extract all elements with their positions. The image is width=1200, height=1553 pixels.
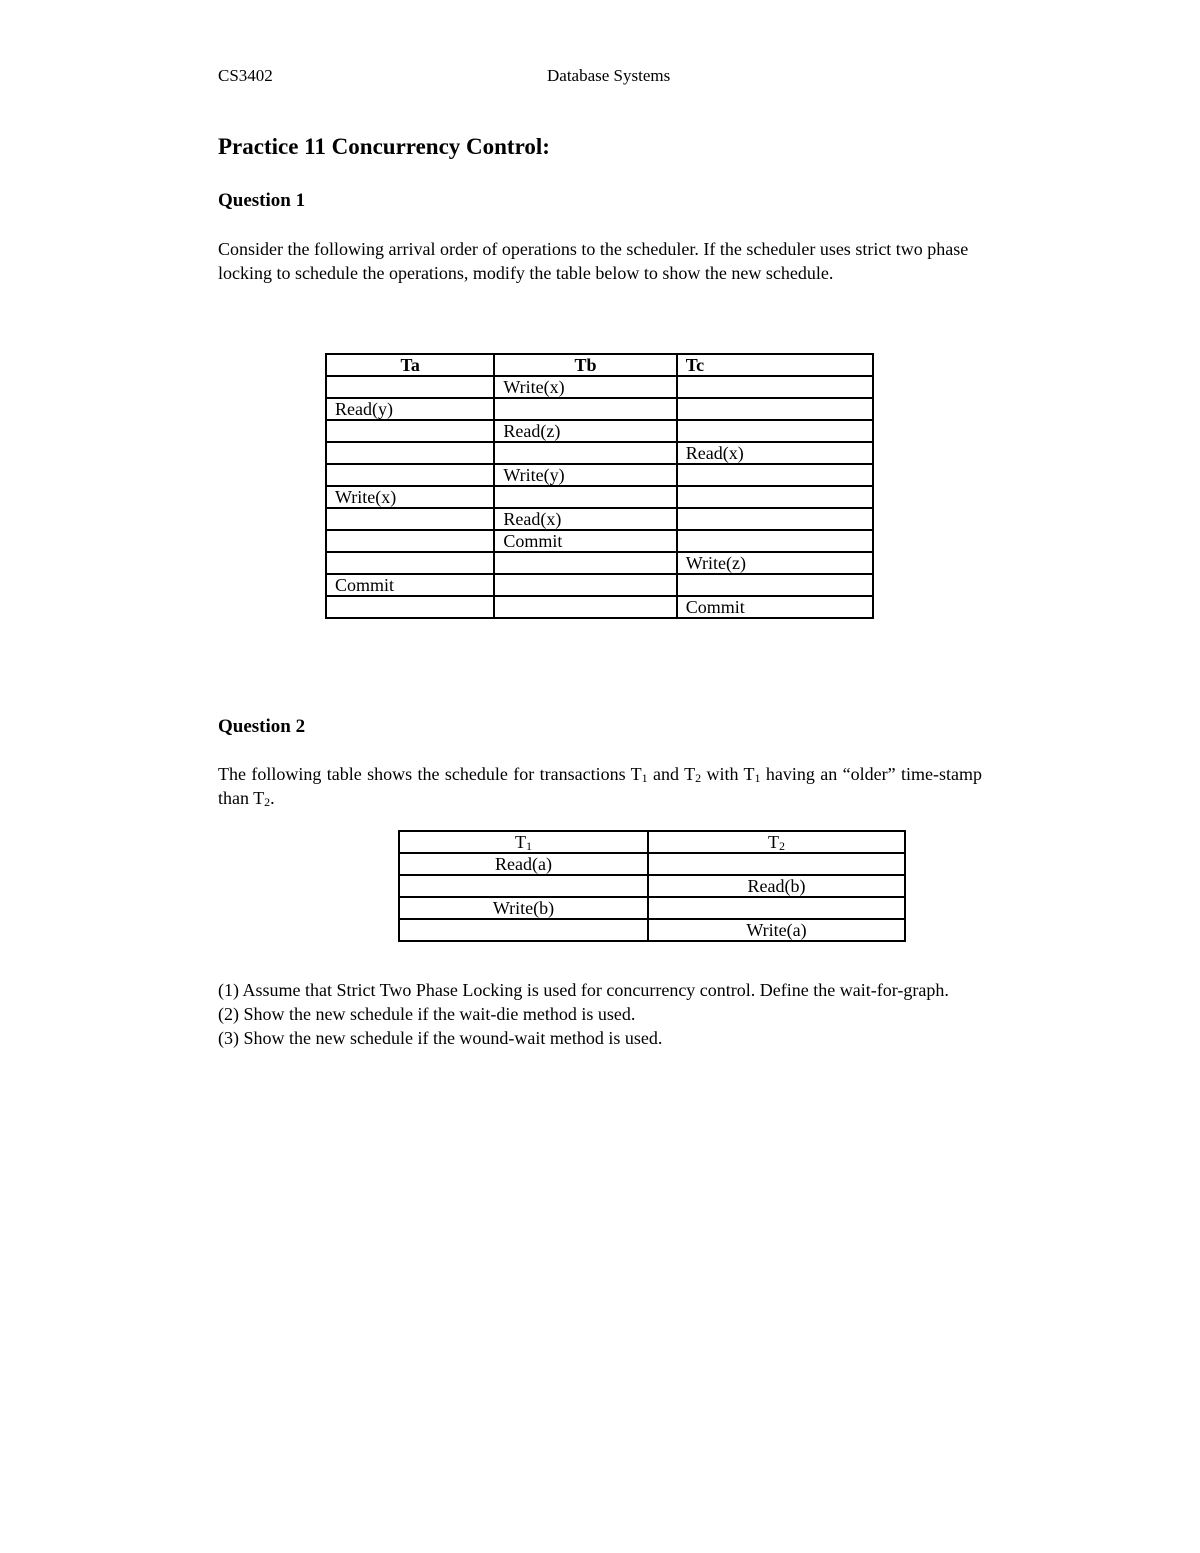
table-cell xyxy=(494,574,676,596)
column-header-tc: Tc xyxy=(677,354,873,376)
table-cell xyxy=(677,530,873,552)
subscript: 1 xyxy=(754,771,761,785)
course-title: Database Systems xyxy=(547,66,671,85)
table-cell xyxy=(326,596,494,618)
table-cell xyxy=(326,508,494,530)
header-base: T xyxy=(768,832,779,852)
column-header-tb: Tb xyxy=(494,354,676,376)
table-cell: Read(b) xyxy=(648,875,905,897)
table-cell: Write(x) xyxy=(494,376,676,398)
table-cell: Write(y) xyxy=(494,464,676,486)
table-cell: Commit xyxy=(677,596,873,618)
schedule-table-q2 xyxy=(398,830,906,942)
question-2-heading: Question 2 xyxy=(218,716,306,737)
table-row xyxy=(399,853,905,875)
table-row xyxy=(399,897,905,919)
table-row xyxy=(326,442,873,464)
table-cell xyxy=(677,420,873,442)
subscript: 2 xyxy=(779,839,785,853)
subscript: 2 xyxy=(264,795,271,809)
table-cell xyxy=(399,875,648,897)
table-row xyxy=(326,530,873,552)
table-header-row xyxy=(326,354,873,376)
table-row xyxy=(326,508,873,530)
page-title: Practice 11 Concurrency Control: xyxy=(218,134,550,159)
table-row xyxy=(326,486,873,508)
table-cell: Write(b) xyxy=(399,897,648,919)
question-2-items xyxy=(218,978,982,1050)
table-cell xyxy=(326,530,494,552)
table-cell xyxy=(677,486,873,508)
question-2-text xyxy=(218,762,982,810)
table-cell xyxy=(677,398,873,420)
text-part: The following table shows the schedule for transactions T xyxy=(218,764,642,784)
table-cell xyxy=(648,853,905,875)
table-row xyxy=(326,596,873,618)
table-cell xyxy=(677,508,873,530)
question-2-item-1: (1) Assume that Strict Two Phase Locking is used for concurrency control. Define the wait-for-graph. xyxy=(218,980,949,1000)
table-cell xyxy=(648,897,905,919)
table-cell: Read(x) xyxy=(677,442,873,464)
schedule-table-q1 xyxy=(325,353,874,619)
column-header-t2 xyxy=(648,831,905,853)
text-part: and T xyxy=(647,764,696,784)
subscript: 2 xyxy=(695,771,702,785)
table-cell: Commit xyxy=(494,530,676,552)
text-part: having an “older” time-stamp than T xyxy=(218,764,982,808)
table-row xyxy=(326,398,873,420)
question-2-item-3: (3) Show the new schedule if the wound-wait method is used. xyxy=(218,1028,663,1048)
table-cell: Read(y) xyxy=(326,398,494,420)
text-part: . xyxy=(270,788,275,808)
table-cell xyxy=(677,464,873,486)
table-row xyxy=(326,574,873,596)
table-cell xyxy=(494,596,676,618)
table-row xyxy=(326,552,873,574)
table-cell xyxy=(326,464,494,486)
text-part: with T xyxy=(701,764,755,784)
table-header-row xyxy=(399,831,905,853)
subscript: 1 xyxy=(641,771,648,785)
table-cell xyxy=(494,398,676,420)
question-2-item-2: (2) Show the new schedule if the wait-die method is used. xyxy=(218,1004,636,1024)
table-cell: Commit xyxy=(326,574,494,596)
table-cell: Read(a) xyxy=(399,853,648,875)
table-cell xyxy=(494,442,676,464)
table-cell: Read(x) xyxy=(494,508,676,530)
table-cell: Read(z) xyxy=(494,420,676,442)
header-base: T xyxy=(515,832,526,852)
course-code: CS3402 xyxy=(218,66,273,85)
table-cell: Write(x) xyxy=(326,486,494,508)
subscript: 1 xyxy=(526,839,532,853)
table-row xyxy=(326,464,873,486)
table-cell xyxy=(326,442,494,464)
table-cell xyxy=(326,552,494,574)
table-cell xyxy=(326,376,494,398)
table-cell: Write(z) xyxy=(677,552,873,574)
table-row xyxy=(326,376,873,398)
question-1-text: Consider the following arrival order of operations to the scheduler. If the scheduler uses strict two phase locking to schedule the operations, modify the table below to show the new schedule. xyxy=(218,239,969,283)
table-cell xyxy=(326,420,494,442)
question-1-heading: Question 1 xyxy=(218,190,306,211)
table-cell xyxy=(494,552,676,574)
table-cell xyxy=(677,574,873,596)
table-cell xyxy=(399,919,648,941)
table-cell: Write(a) xyxy=(648,919,905,941)
table-row xyxy=(399,875,905,897)
column-header-t1 xyxy=(399,831,648,853)
column-header-ta: Ta xyxy=(326,354,494,376)
table-cell xyxy=(677,376,873,398)
table-row xyxy=(326,420,873,442)
table-row xyxy=(399,919,905,941)
table-cell xyxy=(494,486,676,508)
